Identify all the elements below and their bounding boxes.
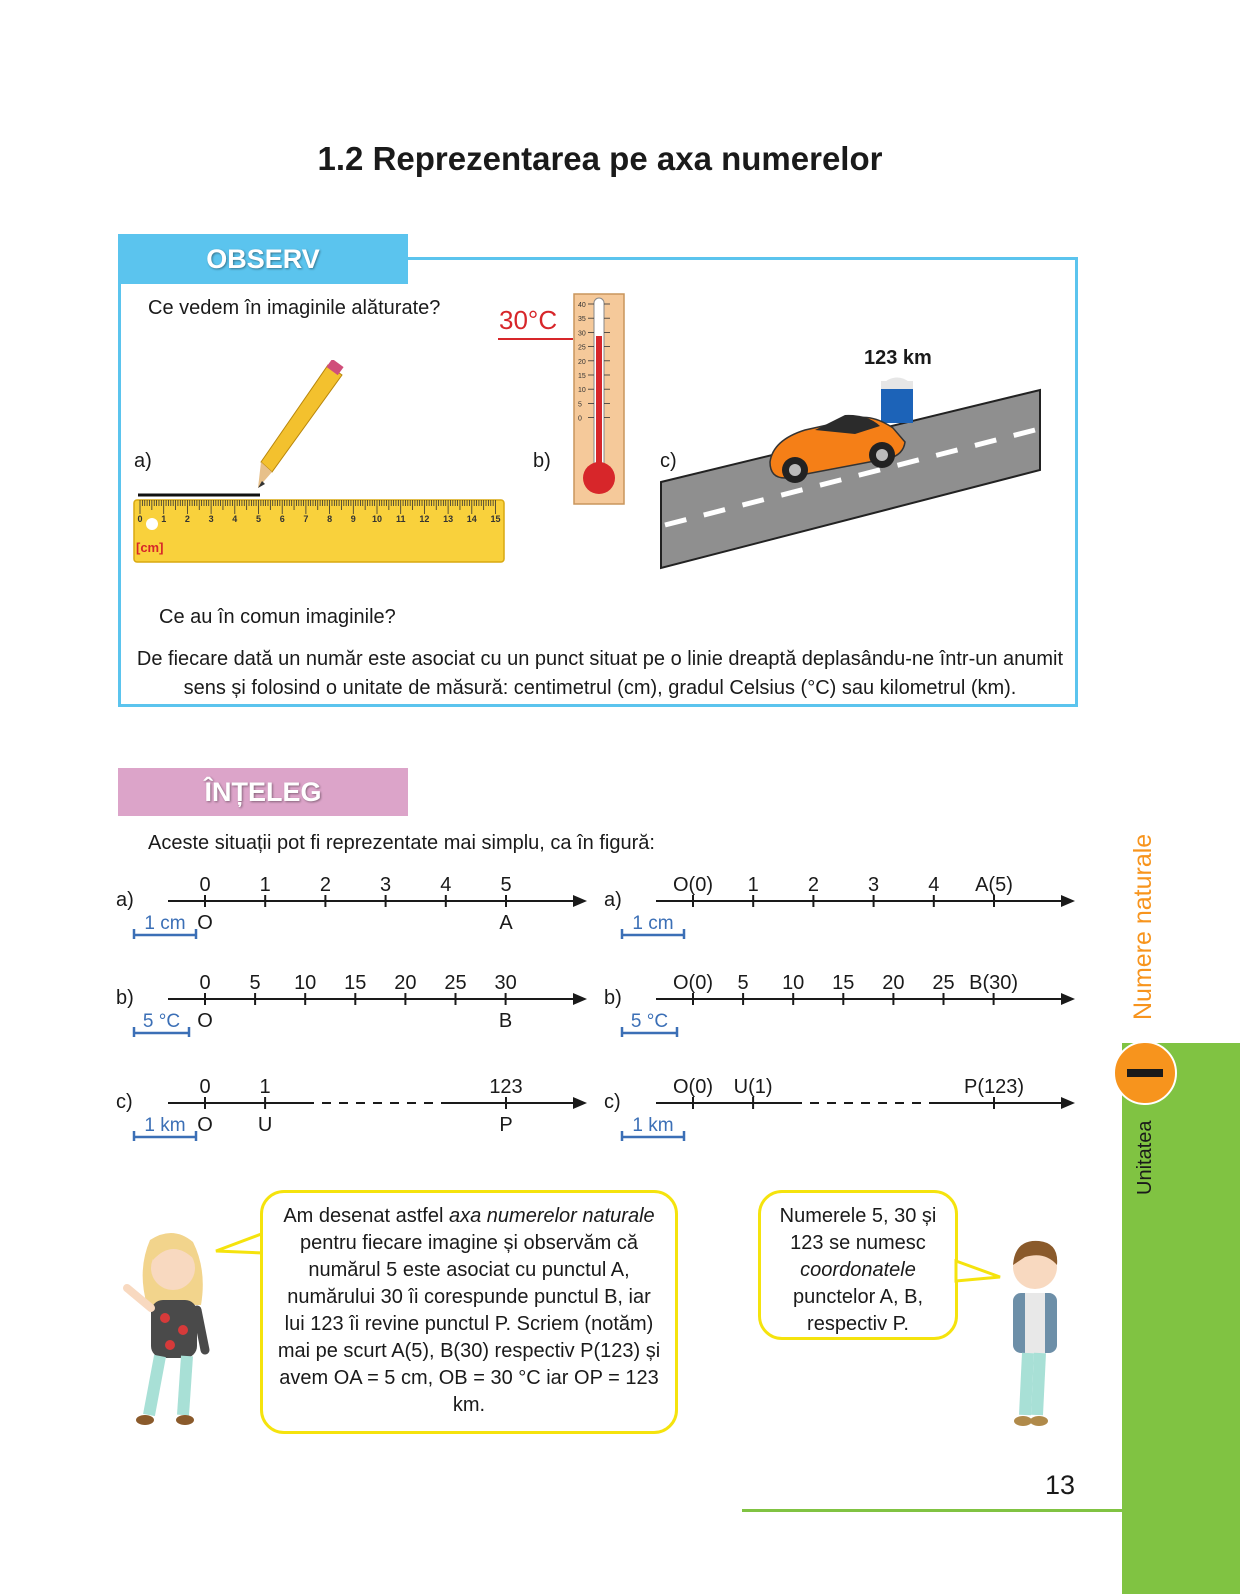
axis-arrow — [573, 993, 587, 1005]
axis-tick-label: 10 — [294, 972, 317, 994]
page-number: 13 — [1045, 1470, 1076, 1500]
axis-tick-label: 20 — [394, 972, 417, 994]
bubble-right-term: coordonatele — [800, 1259, 916, 1281]
axis-tick-label: 2 — [807, 874, 819, 896]
axis-point-label: O — [197, 1114, 213, 1136]
bubble-left-term: axa numerelor naturale — [448, 1205, 655, 1227]
label-a: a) — [134, 450, 152, 472]
axis-tick-label: 1 — [747, 874, 759, 896]
axis-tick-label: 5 — [500, 874, 512, 896]
inteleg-tab: ÎNȚELEG — [118, 768, 408, 816]
ruler-tick-label: 10 — [371, 514, 383, 524]
unit-segment-label: 1 km — [632, 1115, 674, 1136]
axis-tick-label: 123 — [489, 1076, 523, 1098]
common-question: Ce au în comun imaginile? — [159, 606, 396, 628]
label-b: b) — [533, 450, 551, 472]
axis-row-label: a) — [116, 889, 134, 911]
thermo-tick-label: 0 — [578, 415, 582, 423]
thermo-tick-label: 35 — [578, 316, 586, 324]
bubble-left-text-2: pentru fiecare imagine și observăm că numărul 5 este asociat cu punctul A, numărului 30 îi corespunde punctul B, iar lui 123 îi revine punctul P. Scriem (notăm) mai pe scurt A(5), B(30) respectiv P(123) și avem OA = 5 cm, OB = 30 °C iar OP = 123 km. — [277, 1232, 661, 1416]
ruler-tick-label: 0 — [137, 514, 143, 524]
axis-tick-label: 1 — [259, 1076, 271, 1098]
axis-tick-label: O(0) — [673, 874, 713, 896]
thermometer-icon — [498, 292, 628, 507]
axis-tick-label: 4 — [440, 874, 452, 896]
thermo-tick-label: 5 — [578, 401, 582, 409]
ruler-tick-label: 2 — [184, 514, 190, 524]
axis-tick-label: 25 — [932, 972, 955, 994]
axis-arrow — [1061, 1097, 1075, 1109]
ruler-tick-label: 13 — [443, 514, 454, 524]
axis-tick-label: 0 — [199, 1076, 211, 1098]
axis-tick-label: 4 — [928, 874, 940, 896]
axis-arrow — [1061, 993, 1075, 1005]
axis-arrow — [1061, 895, 1075, 907]
thermo-tick-label: 20 — [578, 358, 586, 366]
axis-tick-label: 15 — [832, 972, 855, 994]
unit-segment-label: 5 °C — [142, 1011, 181, 1032]
axis-tick-label: 3 — [380, 874, 392, 896]
thermo-reading: 30°C — [499, 305, 558, 335]
ruler-tick-label: 3 — [208, 514, 214, 524]
inteleg-intro: Aceste situații pot fi reprezentate mai simplu, ca în figură: — [148, 832, 655, 854]
bubble-right-text-1: Numerele 5, 30 și 123 se numesc — [779, 1205, 937, 1254]
unit-segment-label: 1 cm — [144, 913, 186, 934]
distance-sign-text: 123 km — [864, 347, 932, 369]
explanation-text: De fiecare dată un număr este asociat cu un punct situat pe o linie dreaptă deplasându-ne într-un anumit sens și folosind o unitate de măsură: centimetrul (cm), gradul Celsius (°C) sau kilometrul (km). — [136, 648, 1064, 699]
thermo-tick-label: 30 — [578, 330, 586, 338]
axis-tick-label: 25 — [444, 972, 467, 994]
ruler-tick-label: 8 — [327, 514, 333, 524]
axis-tick-label: B(30) — [969, 972, 1019, 994]
unit-segment-label: 5 °C — [630, 1011, 669, 1032]
girl-character-icon — [115, 1230, 225, 1430]
axis-tick-label: 5 — [737, 972, 749, 994]
axis-tick-label: 0 — [199, 972, 211, 994]
label-c: c) — [660, 450, 677, 472]
chapter-title: Numere naturale — [1129, 833, 1157, 1020]
number-axes — [110, 870, 1100, 1170]
axis-tick-label: 15 — [344, 972, 367, 994]
axis-tick-label: A(5) — [975, 874, 1013, 896]
ruler-tick-label: 1 — [161, 514, 167, 524]
ruler-tick-label: 14 — [466, 514, 477, 524]
footer-line — [742, 1509, 1122, 1512]
ruler-tick-label: 4 — [232, 514, 238, 524]
axis-point-label: O — [197, 912, 213, 934]
ruler-tick-label: 12 — [419, 514, 430, 524]
axis-tick-label: 5 — [249, 972, 261, 994]
axis-point-label: P — [499, 1114, 513, 1136]
page-title: 1.2 Reprezentarea pe axa numerelor — [317, 140, 883, 177]
bubble-left-tail — [212, 1225, 266, 1265]
axis-tick-label: 20 — [882, 972, 905, 994]
unit-segment-label: 1 km — [144, 1115, 186, 1136]
ruler-tick-label: 15 — [490, 514, 501, 524]
axis-tick-label: P(123) — [963, 1076, 1025, 1098]
axis-row-label: c) — [604, 1091, 621, 1113]
boy-character-icon — [995, 1235, 1075, 1430]
unit-word: Unitatea — [1134, 1120, 1156, 1195]
axis-arrow — [573, 1097, 587, 1109]
axis-tick-label: O(0) — [673, 972, 713, 994]
axis-row-label: c) — [116, 1091, 133, 1113]
axis-tick-label: O(0) — [673, 1076, 713, 1098]
ruler-tick-label: 6 — [279, 514, 285, 524]
axis-arrow — [573, 895, 587, 907]
axis-tick-label: 30 — [494, 972, 517, 994]
ruler-unit: [cm] — [136, 540, 164, 555]
bubble-right-text-2: punctelor A, B, respectiv P. — [792, 1286, 924, 1335]
observ-tab: OBSERV — [118, 234, 408, 284]
ruler-tick-label: 7 — [303, 514, 309, 524]
axis-row-label: b) — [604, 987, 622, 1009]
axis-point-label: U — [257, 1114, 273, 1136]
thermo-tick-label: 40 — [578, 302, 586, 309]
bubble-left-text-1: Am desenat astfel — [283, 1205, 449, 1227]
ruler-tick-label: 9 — [350, 514, 356, 524]
observ-question: Ce vedem în imaginile alăturate? — [148, 297, 441, 319]
axis-tick-label: 10 — [782, 972, 805, 994]
ruler-tick-label: 11 — [395, 514, 406, 524]
thermo-tick-label: 15 — [578, 373, 586, 380]
axis-tick-label: 0 — [199, 874, 211, 896]
axis-point-label: B — [498, 1010, 513, 1032]
thermo-tick-label: 25 — [578, 344, 586, 352]
axis-point-label: A — [499, 912, 513, 934]
thermo-tick-label: 10 — [578, 387, 586, 395]
axis-tick-label: 3 — [868, 874, 880, 896]
milestone-icon — [881, 378, 913, 424]
axis-tick-label: 2 — [319, 874, 331, 896]
axis-tick-label: U(1) — [733, 1076, 773, 1098]
pencil-icon — [258, 360, 344, 488]
unit-badge-icon — [1112, 1040, 1178, 1106]
ruler-tick-label: 5 — [255, 514, 262, 524]
unit-segment-label: 1 cm — [632, 913, 674, 934]
axis-row-label: a) — [604, 889, 622, 911]
bubble-left — [260, 1190, 678, 1434]
axis-row-label: b) — [116, 987, 134, 1009]
axis-point-label: O — [197, 1010, 213, 1032]
road-illustration — [655, 370, 1050, 575]
axis-tick-label: 1 — [259, 874, 271, 896]
bubble-right — [758, 1190, 958, 1340]
ruler-illustration — [130, 360, 515, 570]
